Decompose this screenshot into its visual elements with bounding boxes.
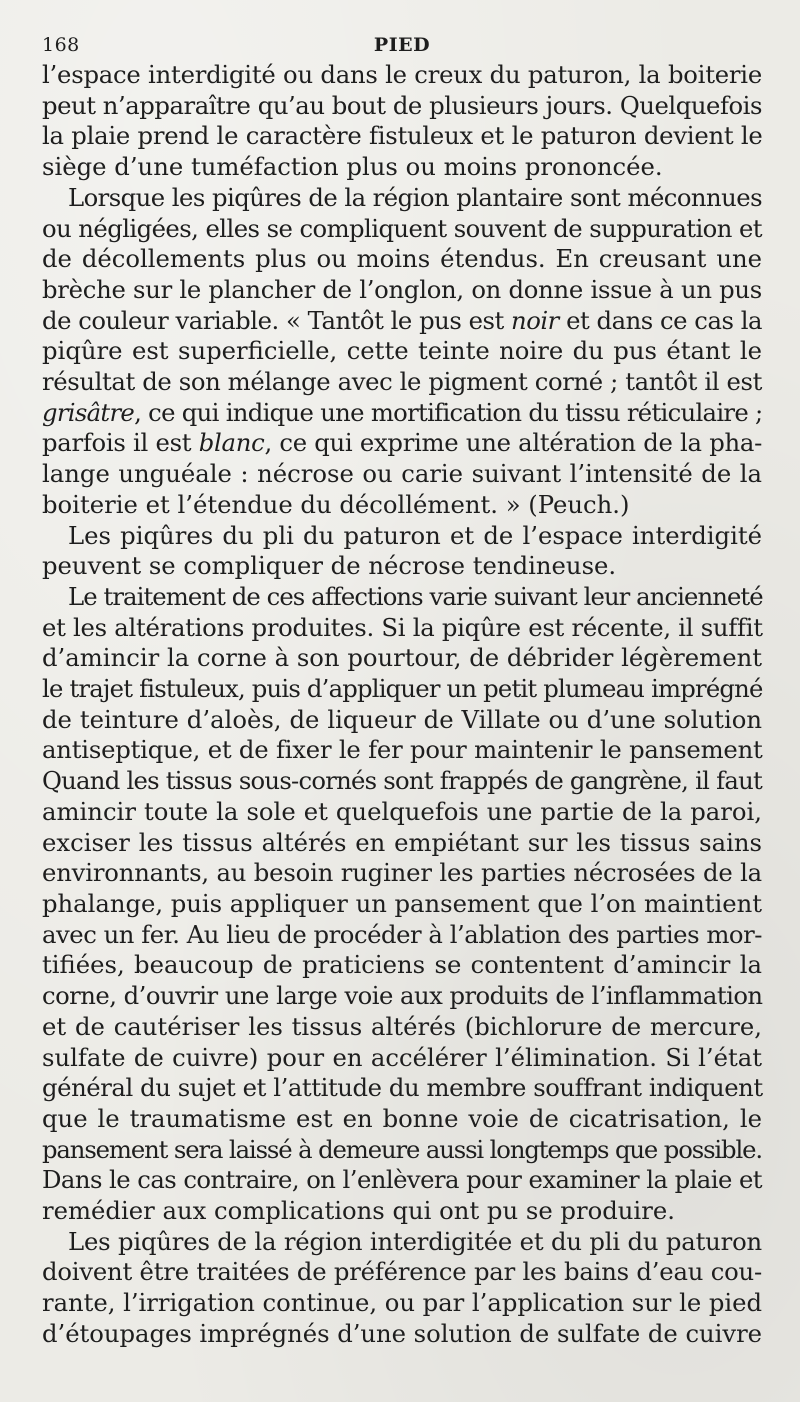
text-line: peut n’apparaître qu’au bout de plusieurs jours. Quelquefois: [42, 90, 762, 120]
text-line: peuvent se compliquer de nécrose tendineuse.: [42, 551, 617, 581]
page-body: [42, 60, 762, 1350]
text-line: brèche sur le plancher de l’onglon, on donne issue à un pus: [42, 274, 762, 304]
text-line: corne, d’ouvrir une large voie aux produits de l’inflammation: [42, 981, 763, 1011]
text-line: d’amincir la corne à son pourtour, de débrider légèrement: [42, 643, 762, 673]
text-line: et de cautériser les tissus altérés (bichlorure de mercure,: [42, 1011, 762, 1041]
text-line: grisâtre, ce qui indique une mortification du tissu réticulaire ;: [42, 397, 763, 427]
page-header: [42, 30, 762, 60]
text-line: boiterie et l’étendue du décollément. » (Peuch.): [42, 489, 630, 519]
text-line: le trajet fistuleux, puis d’appliquer un petit plumeau imprégné: [42, 674, 763, 704]
paragraph: [42, 1227, 762, 1350]
emphasis: grisâtre: [42, 397, 135, 427]
text-line: et les altérations produites. Si la piqûre est récente, il suffit: [42, 612, 763, 642]
text-line: sulfate de cuivre) pour en accélérer l’élimination. Si l’état: [42, 1042, 762, 1072]
text-line: pansement sera laissé à demeure aussi longtemps que possible.: [42, 1134, 762, 1164]
paragraph: [42, 582, 762, 1227]
paragraph: [42, 60, 762, 183]
paragraph: [42, 183, 762, 521]
text-line: de teinture d’aloès, de liqueur de Villate ou d’une solution: [42, 704, 762, 734]
text-line: lange unguéale : nécrose ou carie suivant l’intensité de la: [42, 459, 762, 489]
emphasis: noir: [511, 305, 559, 335]
text-line: Dans le cas contraire, on l’enlèvera pour examiner la plaie et: [42, 1165, 762, 1195]
text-line: résultat de son mélange avec le pigment corné ; tantôt il est: [42, 367, 762, 397]
page-number: 168: [42, 34, 80, 56]
text-line: phalange, puis appliquer un pansement que l’on maintient: [42, 888, 762, 918]
text-line: l’espace interdigité ou dans le creux du paturon, la boiterie: [42, 60, 762, 89]
text-line: la plaie prend le caractère fistuleux et le paturon devient le: [42, 121, 763, 151]
text-line: siège d’une tuméfaction plus ou moins prononcée.: [42, 152, 663, 182]
text-line: Les piqûres de la région interdigitée et du pli du paturon: [68, 1226, 762, 1256]
emphasis: blanc: [198, 428, 265, 458]
text-line: remédier aux complications qui ont pu se produire.: [42, 1196, 675, 1226]
text-line: Le traitement de ces affections varie suivant leur ancienneté: [68, 581, 763, 611]
text-line: tifiées, beaucoup de praticiens se contentent d’amincir la: [42, 950, 762, 980]
text-line: environnants, au besoin ruginer les parties nécrosées de la: [42, 858, 762, 888]
text-line: antiseptique, et de fixer le fer pour maintenir le pansement: [42, 735, 763, 765]
text-line: ou négligées, elles se compliquent souvent de suppuration et: [42, 213, 762, 243]
text-line: de décollements plus ou moins étendus. En creusant une: [42, 244, 762, 274]
text-line: amincir toute la sole et quelquefois une partie de la paroi,: [42, 796, 762, 826]
text-line: de couleur variable. « Tantôt le pus est noir et dans ce cas la: [42, 305, 763, 335]
text-line: que le traumatisme est en bonne voie de cicatrisation, le: [42, 1103, 762, 1133]
text-line: avec un fer. Au lieu de procéder à l’ablation des parties mor-: [42, 919, 762, 949]
text-line: exciser les tissus altérés en empiétant sur les tissus sains: [42, 827, 762, 857]
text-line: général du sujet et l’attitude du membre souffrant indiquent: [42, 1073, 763, 1103]
text-line: d’étoupages imprégnés d’une solution de sulfate de cuivre: [42, 1318, 762, 1348]
text-line: Lorsque les piqûres de la région plantaire sont méconnues: [68, 182, 762, 212]
text-line: doivent être traitées de préférence par les bains d’eau cou-: [42, 1257, 762, 1287]
text-line: Les piqûres du pli du paturon et de l’espace interdigité: [68, 520, 762, 550]
text-line: piqûre est superficielle, cette teinte noire du pus étant le: [42, 336, 762, 366]
paragraph: [42, 521, 762, 582]
text-line: parfois il est blanc, ce qui exprime une altération de la pha-: [42, 428, 763, 458]
running-head: PIED: [373, 34, 431, 56]
text-line: rante, l’irrigation continue, ou par l’application sur le pied: [42, 1288, 762, 1318]
text-line: Quand les tissus sous-cornés sont frappés de gangrène, il faut: [42, 766, 762, 796]
